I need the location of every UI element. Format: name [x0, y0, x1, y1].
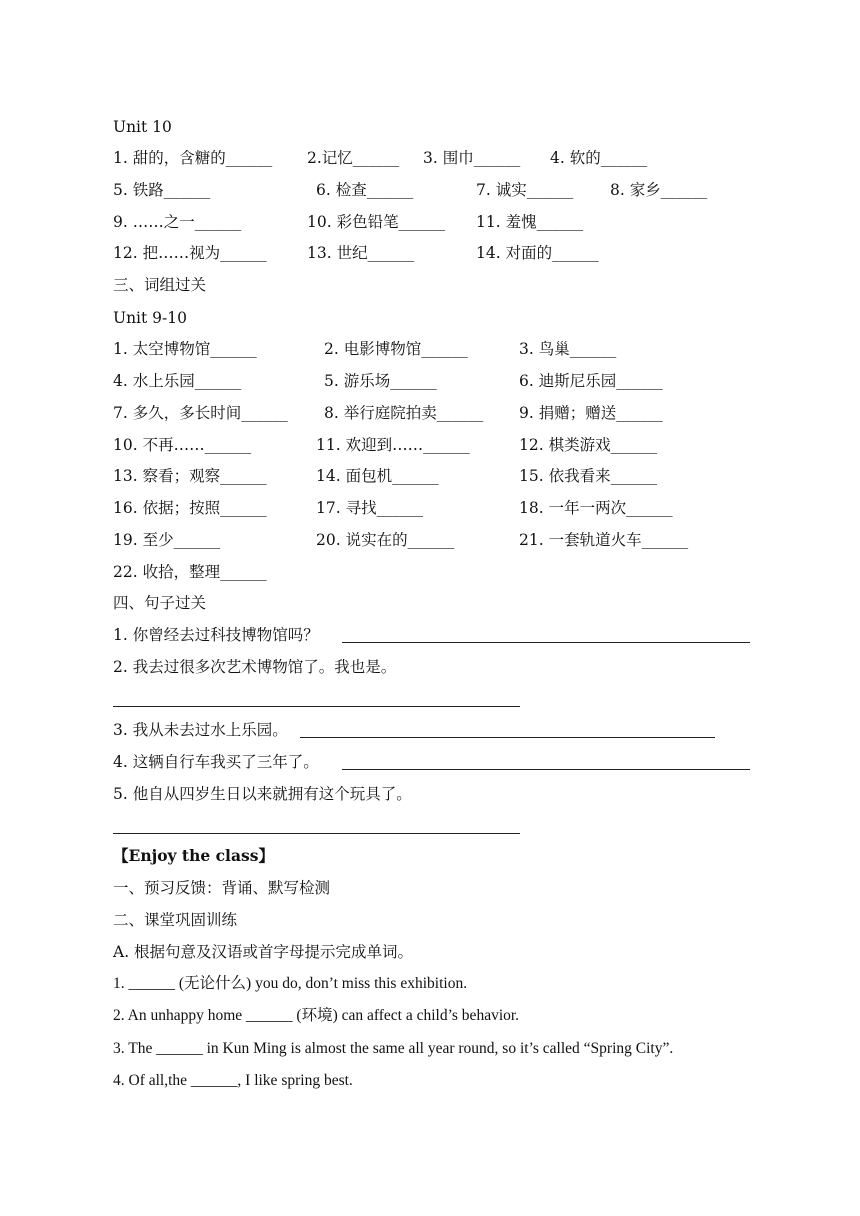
- phrase-item: 15. 依我看来______: [519, 467, 658, 485]
- enjoy-part1: 一、预习反馈：背诵、默写检测: [113, 879, 331, 897]
- enjoy-part2: 二、课堂巩固训练: [113, 911, 238, 929]
- section3-heading: 三、词组过关: [113, 276, 207, 294]
- exercise-1: 1. ______ (无论什么) you do, don’t miss this exhibition.: [113, 975, 468, 992]
- vocab-item: 7. 诚实______: [476, 181, 574, 199]
- vocab-item: 2.记忆______: [307, 149, 400, 167]
- phrase-item: 20. 说实在的______: [316, 531, 455, 549]
- answer-line-4: [342, 769, 750, 770]
- sentence-3: 3. 我从未去过水上乐园。: [113, 721, 288, 739]
- phrase-item: 14. 面包机______: [316, 467, 439, 485]
- answer-line-2: [113, 706, 520, 707]
- unit10-title: Unit 10: [113, 118, 172, 136]
- sentence-2: 2. 我去过很多次艺术博物馆了。我也是。: [113, 658, 397, 676]
- exercise-4: 4. Of all,the ______, I like spring best.: [113, 1072, 353, 1089]
- phrase-item: 5. 游乐场______: [324, 372, 437, 390]
- vocab-item: 12. 把……视为______: [113, 244, 267, 262]
- phrase-item: 18. 一年一两次______: [519, 499, 673, 517]
- answer-line-5: [113, 833, 520, 834]
- sentence-1: 1. 你曾经去过科技博物馆吗？: [113, 626, 319, 644]
- vocab-item: 4. 软的______: [550, 149, 648, 167]
- phrase-item: 19. 至少______: [113, 531, 221, 549]
- enjoy-heading: 【Enjoy the class】: [113, 846, 274, 865]
- phrase-item: 17. 寻找______: [316, 499, 424, 517]
- vocab-item: 3. 围巾______: [423, 149, 521, 167]
- vocab-item: 5. 铁路______: [113, 181, 211, 199]
- exercise-2: 2. An unhappy home ______ (环境) can affect a child’s behavior.: [113, 1007, 520, 1024]
- vocab-item: 9. ……之一______: [113, 213, 242, 231]
- vocab-item: 11. 羞愧______: [476, 213, 584, 231]
- vocab-item: 10. 彩色铅笔______: [307, 213, 446, 231]
- exercise-3: 3. The ______ in Kun Ming is almost the same all year round, so it’s called “Spring City”.: [113, 1040, 674, 1057]
- answer-line-3: [300, 737, 715, 738]
- vocab-item: 14. 对面的______: [476, 244, 599, 262]
- answer-line-1: [342, 642, 750, 643]
- phrase-item: 10. 不再……______: [113, 436, 252, 454]
- vocab-item: 13. 世纪______: [307, 244, 415, 262]
- vocab-item: 6. 检查______: [316, 181, 414, 199]
- phrase-item: 7. 多久，多长时间______: [113, 404, 288, 422]
- phrase-item: 3. 鸟巢______: [519, 340, 617, 358]
- phrase-item: 11. 欢迎到……______: [316, 436, 470, 454]
- section4-heading: 四、句子过关: [113, 594, 207, 612]
- enjoy-partA: A. 根据句意及汉语或首字母提示完成单词。: [113, 943, 414, 961]
- phrase-item: 6. 迪斯尼乐园______: [519, 372, 663, 390]
- phrase-item: 21. 一套轨道火车______: [519, 531, 689, 549]
- section3-title: Unit 9-10: [113, 309, 187, 327]
- phrase-item: 1. 太空博物馆______: [113, 340, 257, 358]
- phrase-item: 13. 察看；观察______: [113, 467, 267, 485]
- phrase-item: 2. 电影博物馆______: [324, 340, 468, 358]
- phrase-item: 12. 棋类游戏______: [519, 436, 658, 454]
- phrase-item: 16. 依据；按照______: [113, 499, 267, 517]
- phrase-item: 9. 捐赠；赠送______: [519, 404, 663, 422]
- vocab-item: 1. 甜的，含糖的______: [113, 149, 273, 167]
- phrase-item: 4. 水上乐园______: [113, 372, 242, 390]
- sentence-4: 4. 这辆自行车我买了三年了。: [113, 753, 319, 771]
- phrase-item: 8. 举行庭院拍卖______: [324, 404, 484, 422]
- phrase-item: 22. 收拾，整理______: [113, 563, 267, 581]
- vocab-item: 8. 家乡______: [610, 181, 708, 199]
- sentence-5: 5. 他自从四岁生日以来就拥有这个玩具了。: [113, 785, 412, 803]
